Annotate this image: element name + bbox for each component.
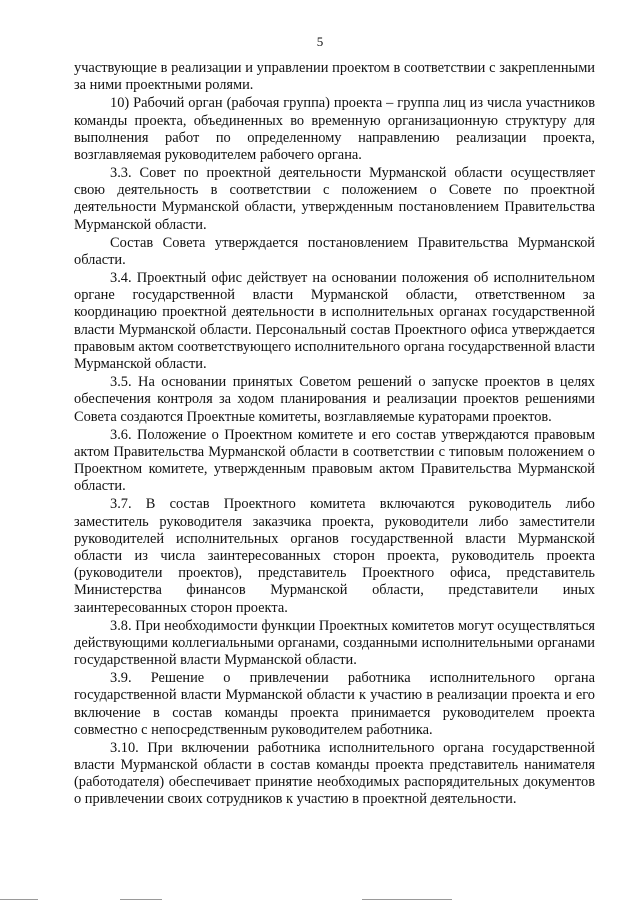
scan-line-center-left xyxy=(120,899,162,900)
paragraph-council-composition: Состав Совета утверждается постановлением Правительства Мурманской области. xyxy=(74,234,595,268)
paragraph-3-7: 3.7. В состав Проектного комитета включаются руководитель либо заместитель руководителя заказчика проекта, руководители либо заместители руководителей исполнительных органов государственной власти Мурманской области из числа заинтересованных сторон проекта, руководитель проекта (руководители проектов), представитель Проектного офиса, представитель Министерства финансов Мурманской области, представители иных заинтересованных сторон проекта. xyxy=(74,496,595,616)
paragraph-3-8: 3.8. При необходимости функции Проектных комитетов могут осуществляться действующими коллегиальными органами, созданными исполнительными органами государственной власти Мурманской области. xyxy=(74,617,595,669)
paragraph-3-4: 3.4. Проектный офис действует на основании положения об исполнительном органе государственной власти Мурманской области, ответственном за координацию проектной деятельности в исполнительных органах государственной власти Мурманской области. Персональный состав Проектного офиса утверждается правовым актом соответствующего исполнительного органа государственной власти Мурманской области. xyxy=(74,270,595,373)
paragraph-3-10: 3.10. При включении работника исполнительного органа государственной власти Мурманской области в состав команды проекта представитель нанимателя (работодателя) обеспечивает принятие необходимых распорядительных документов о привлечении своих сотрудников к участию в проектной деятельности. xyxy=(74,739,595,808)
paragraph-project-roles-continuation: участвующие в реализации и управлении проектом в соответствии с закрепленными за ними проектными ролями. xyxy=(74,60,595,94)
scan-line-left xyxy=(0,899,38,900)
paragraph-3-6: 3.6. Положение о Проектном комитете и его состав утверждаются правовым актом Правительства Мурманской области в соответствии с типовым положением о Проектном комитете, утвержденным правовым актом Правительства Мурманской области. xyxy=(74,426,595,495)
paragraph-working-body-definition: 10) Рабочий орган (рабочая группа) проекта – группа лиц из числа участников команды проекта, объединенных во временную организационную структуру для выполнения работ по определенному направлению реализации проекта, возглавляемая руководителем рабочего органа. xyxy=(74,95,595,163)
document-body xyxy=(74,60,595,810)
scan-line-center-right xyxy=(362,899,452,900)
paragraph-3-9: 3.9. Решение о привлечении работника исполнительного органа государственной власти Мурманской области к участию в реализации проекта и его включение в состав команды проекта принимается руководителем проекта совместно с непосредственным руководителем работника. xyxy=(74,670,595,738)
scan-footer-artifact xyxy=(0,893,640,905)
paragraph-3-5: 3.5. На основании принятых Советом решений о запуске проектов в целях обеспечения контроля за ходом планирования и реализации проектов решениями Совета создаются Проектные комитеты, возглавляемые кураторами проектов. xyxy=(74,374,595,425)
page-number: 5 xyxy=(316,34,324,49)
paragraph-3-3: 3.3. Совет по проектной деятельности Мурманской области осуществляет свою деятельность в соответствии с положением о Совете по проектной деятельности Мурманской области, утвержденным постановлением Правительства Мурманской области. xyxy=(74,165,595,233)
